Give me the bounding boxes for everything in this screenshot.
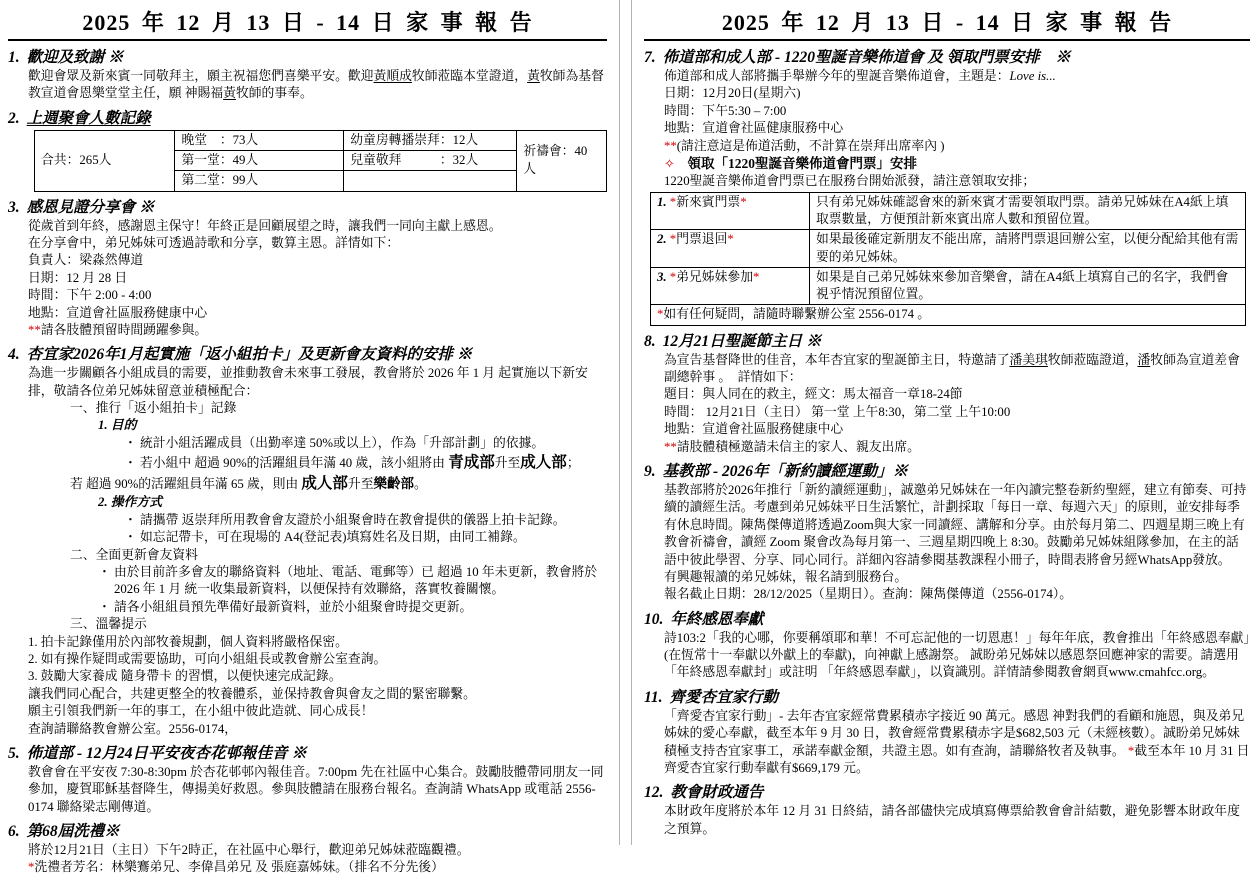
- text-segment: 負責人：梁淼然傳道: [28, 253, 144, 268]
- red-mark: *: [669, 232, 677, 247]
- text-segment: 本財政年度將於本年 12 月 31 日終結，請各部儘快完成填寫傳票給教會會計結數，避免影響本財政年度之預算。: [664, 804, 1240, 836]
- section-title: 歡迎及致謝 ※: [26, 49, 124, 66]
- section: [644, 685, 1250, 778]
- section: [644, 607, 1250, 682]
- paragraph: [124, 529, 607, 546]
- attendance-row: [35, 130, 607, 150]
- text-segment: 二、全面更新會友資料: [70, 547, 198, 562]
- red-mark: **: [664, 138, 677, 153]
- section-number: 4.: [8, 346, 20, 364]
- paragraph: [28, 235, 607, 252]
- paragraph: [28, 270, 607, 287]
- paragraph: [664, 586, 1250, 603]
- section-heading: [8, 45, 607, 67]
- ticket-text-cell: 只有弟兄姊妹確認會來的新來賓才需要領取門票。請弟兄姊妹在A4紙上填取票數量，方便預計新來賓出席人數和預留位置。: [810, 192, 1246, 230]
- text-segment: 報名截止日期：28/12/2025（星期日）。查詢：陳雋傑傳道（2556-0174）。: [664, 587, 1073, 602]
- text-segment: 「齊愛杏宜家行動」- 去年杏宜家經常費累積赤字接近 90 萬元。感恩 神對我們的看顧和施恩，與及弟兄姊妹的愛心奉獻，截至本年 9 月 30 日，教會經常費累積赤字是$682,503 元（未經核數）。誠盼弟兄姊妹積極支持杏宜家事工，承諾奉獻金額，共證主恩。如有查詢，請聯絡牧者及執事。: [664, 708, 1245, 758]
- text-segment: 新來賓門票: [676, 194, 741, 209]
- attendance-service-cell: 晚堂 ：73人: [175, 130, 344, 150]
- red-mark: **: [28, 322, 41, 337]
- paragraph: [664, 352, 1250, 387]
- text-segment: 請各肢體預留時間踴躍參與。: [40, 322, 208, 337]
- section-heading: [8, 342, 607, 364]
- paragraph: [664, 173, 1250, 190]
- text-segment: [675, 157, 688, 171]
- text-segment: 佈道部和成人部將攜手舉辦今年的聖誕音樂佈道會，主題是：: [664, 69, 1010, 83]
- section-title: 感恩見證分享會 ※: [26, 198, 155, 216]
- text-segment: 牧師的事奉。: [235, 86, 313, 101]
- text-segment: 2.: [657, 232, 670, 247]
- paragraph: [664, 569, 1250, 586]
- text-segment: 將於12月21日（主日）下午2時正，在社區中心舉行，歡迎弟兄姊妹蒞臨觀禮。: [28, 843, 470, 858]
- paragraph: [124, 435, 607, 452]
- red-mark: *: [740, 194, 747, 209]
- section-title: 年終感恩奉獻: [670, 610, 764, 628]
- page-left: [0, 0, 620, 875]
- section-title: 齊愛杏宜家行動: [669, 688, 779, 706]
- text-segment: 領取「1220聖誕音樂佈道會門票」安排: [687, 155, 918, 171]
- section-title: 第68屆洗禮※: [26, 823, 120, 841]
- text-segment: 青成部: [448, 454, 495, 472]
- section-number: 1.: [8, 49, 20, 66]
- text-segment: 請肢體積極邀請未信主的家人、親友出席。: [676, 439, 920, 454]
- text-segment: 若 超過 90%的活躍組員年滿 65 歲，則由: [70, 477, 302, 492]
- paragraph: [664, 803, 1250, 838]
- text-segment: (請注意這是佈道活動，不計算在崇拜出席率內 ): [676, 138, 945, 153]
- section-title: 杏宜家2026年1月起實施「返小組拍卡」及更新會友資料的安排 ※: [26, 346, 473, 364]
- paragraph: [28, 365, 607, 400]
- red-mark: *: [669, 194, 677, 209]
- paragraph: [124, 512, 607, 529]
- attendance-children-cell: 幼童房轉播崇拜：12人: [344, 130, 517, 150]
- paragraph: [70, 473, 607, 494]
- text-segment: 時間： 12月21日（主日） 第一堂 上午8:30，第二堂 上午10:00: [664, 404, 1011, 419]
- section-heading: [644, 459, 1250, 481]
- text-segment: 弟兄姊妹參加: [676, 269, 753, 284]
- paragraph: [28, 305, 607, 322]
- text-segment: 地點：宣道會社區服務健康中心: [664, 422, 844, 437]
- title-rule: [644, 39, 1250, 41]
- text-segment: ・ 若小組中 超過 90%的活躍組員年滿 40 歲，該小組將由: [124, 456, 449, 471]
- section-heading: [8, 195, 607, 217]
- text-segment: 升至: [494, 456, 521, 471]
- paragraph: [70, 616, 607, 633]
- attendance-prayer-cell: 祈禱會：40人: [517, 130, 607, 191]
- red-mark: *: [28, 860, 35, 875]
- ticket-text-cell: 如果最後確定新朋友不能出席，請將門票退回辦公室，以便分配給其他有需要的弟兄姊妹。: [810, 230, 1246, 268]
- ticket-label-cell: [651, 192, 810, 230]
- ticket-table: [650, 192, 1246, 326]
- paragraph: [28, 721, 607, 738]
- page-title: 2025 年 12 月 13 日 - 14 日 家 事 報 告: [82, 10, 533, 35]
- section-number: 8.: [644, 332, 656, 350]
- text-segment: Love is...: [1009, 69, 1056, 83]
- paragraph: [28, 703, 607, 720]
- text-segment: 地點：宣道會社區服務健康中心: [28, 305, 208, 320]
- paragraph: [664, 386, 1250, 403]
- section-heading: [644, 45, 1250, 67]
- section-heading: [644, 329, 1250, 351]
- red-mark: *: [727, 232, 734, 247]
- paragraph: [664, 155, 1250, 173]
- ticket-label-cell: [651, 230, 810, 268]
- section-heading: [8, 106, 607, 128]
- section-heading: [644, 780, 1250, 802]
- paragraph: [664, 138, 1250, 155]
- red-mark: ✧: [664, 156, 675, 171]
- left-column-sections: [8, 45, 607, 877]
- ticket-footer-cell: [651, 305, 1246, 325]
- underlined-name: 黃: [527, 69, 540, 83]
- ticket-footer-row: [651, 305, 1246, 325]
- section-number: 12.: [644, 784, 664, 802]
- section-number: 2.: [8, 109, 20, 127]
- paragraph: [98, 599, 607, 616]
- text-segment: 基教部將於2026年推行「新約讀經運動」，誠邀弟兄姊妹在一年內讀完整卷新約聖經，建立有節奏、可持續的讀經生活。考慮到弟兄姊妹平日生活繁忙，計劃採取「每日一章、每週六天」的原則，並安排每季有休息時間。陳雋傑傳道將透過Zoom與大家一同讀經、講解和分享。由於每月第二、四週星期三晚上有教會祈禱會，讀經 Zoom 聚會改為每月第一、三週星期四晚上 8:30。鼓勵弟兄姊妹組隊參加，在主的話語中彼此學習、分享、同心同行。詳細內容請參閱基教課程小冊子，時間表將會另經WhatsApp發放。: [664, 482, 1247, 567]
- text-segment: ・ 統計小組活躍成員（出勤率達 50%或以上），作為「升部計劃」的依據。: [124, 435, 545, 450]
- title-rule: [8, 39, 607, 41]
- text-segment: 讓我們同心配合，共建更整全的牧養體系，並保持教會與會友之間的緊密聯繫。: [28, 686, 476, 701]
- text-segment: 歡迎會眾及新來賓一同敬拜主，願主祝福您們喜樂平安。歡迎: [28, 69, 374, 83]
- paragraph: [664, 85, 1250, 102]
- section: [8, 106, 607, 192]
- paragraph: [664, 439, 1250, 456]
- text-segment: 1220聖誕音樂佈道會門票已在服務台開始派發，請注意領取安排；: [664, 174, 1036, 189]
- section-number: 3.: [8, 198, 20, 216]
- red-mark: *: [752, 269, 760, 284]
- section-title: 佈道部 - 12月24日平安夜杏花邨報佳音 ※: [26, 744, 307, 762]
- paragraph: [664, 120, 1250, 137]
- paragraph: [664, 404, 1250, 421]
- attendance-total-cell: 合共：265人: [35, 130, 175, 191]
- column-gap: [620, 0, 631, 845]
- paragraph: [28, 68, 607, 103]
- text-segment: ・ 請各小組組員預先準備好最新資料，並於小組聚會時提交更新。: [98, 599, 473, 614]
- section: [8, 45, 607, 103]
- red-mark: *: [669, 269, 677, 284]
- attendance-service-cell: 第一堂：49人: [175, 151, 344, 171]
- section-title: 佈道部和成人部 - 1220聖誕音樂佈道會 及 領取門票安排 ※: [662, 49, 1071, 66]
- section-heading: [644, 607, 1250, 629]
- section-title: 上週聚會人數記錄: [26, 109, 151, 127]
- underlined-name: 潘: [1137, 352, 1151, 367]
- text-segment: 1. 拍卡記錄僅用於內部牧養規劃，個人資料將嚴格保密。: [28, 634, 348, 649]
- ticket-row: [651, 267, 1246, 305]
- ticket-label-cell: [651, 267, 810, 305]
- section-number: 9.: [644, 462, 656, 480]
- text-segment: 截至本年 10 月 31 日齊愛杏宜家行動奉獻有$669,179 元。: [664, 743, 1250, 776]
- red-mark: **: [664, 439, 677, 454]
- red-mark: *: [1127, 743, 1135, 758]
- text-segment: 有興趣報讀的弟兄姊妹，報名請到服務台。: [664, 569, 908, 584]
- text-segment: ；: [566, 456, 580, 471]
- attendance-children-cell: 兒童敬拜 ：32人: [344, 151, 517, 171]
- section-heading: [8, 741, 607, 763]
- text-segment: 查詢請聯絡教會辦公室。2556-0174，: [28, 721, 238, 736]
- paragraph: [28, 651, 607, 668]
- paragraph: [28, 252, 607, 269]
- text-segment: 樂齡部: [373, 476, 415, 492]
- section: [8, 342, 607, 738]
- text-segment: 教會會在平安夜 7:30-8:30pm 於杏花邨邨內報佳音。7:00pm 先在社區中心集合。鼓勵肢體帶同朋友一同參加，慶賀耶穌基督降生，傳揚美好救恩。參與肢體請在服務台報名。查詢請 WhatsApp 或電話 2556-0174 聯絡梁志剛傳道。: [28, 764, 604, 814]
- text-segment: 2. 操作方式: [98, 495, 162, 510]
- section: [644, 329, 1250, 456]
- paragraph: [124, 452, 607, 473]
- text-segment: 門票退回: [676, 232, 728, 247]
- section-number: 6.: [8, 823, 20, 841]
- paragraph: [28, 668, 607, 685]
- paragraph: [28, 634, 607, 651]
- underlined-name: 黃順成: [373, 69, 412, 83]
- paragraph: [28, 764, 607, 816]
- ticket-row: [651, 230, 1246, 268]
- text-segment: 時間：下午5:30 – 7:00: [664, 103, 787, 118]
- section: [644, 780, 1250, 838]
- section-number: 11.: [644, 688, 663, 706]
- text-segment: 升至: [347, 477, 374, 492]
- right-column-sections: [644, 45, 1250, 838]
- paragraph: [28, 686, 607, 703]
- text-segment: 牧師為基督教宣道會恩樂堂堂主任，願 神賜福: [28, 69, 604, 101]
- section-heading: [8, 819, 607, 841]
- paragraph: [664, 708, 1250, 778]
- paragraph: [70, 400, 607, 417]
- text-segment: 願主引領我們新一年的事工，在小組中彼此造就、同心成長！: [28, 704, 374, 719]
- page-right: [631, 0, 1260, 845]
- text-segment: 時間：下午 2:00 - 4:00: [28, 288, 152, 303]
- section-title: 教會財政通告: [670, 784, 764, 802]
- ticket-text-cell: 如果是自己弟兄姊妹來參加音樂會，請在A4紙上填寫自己的名字，我們會視乎情況預留位置。: [810, 267, 1246, 305]
- section: [8, 195, 607, 340]
- text-segment: 地點：宣道會社區健康服務中心: [664, 121, 844, 136]
- text-segment: ・ 由於目前許多會友的聯絡資料（地址、電話、電郵等）已 超過 10 年未更新，教會將於 2026 年 1 月 統一收集最新資料，以便保持有效聯絡，落實牧養關懷。: [98, 564, 598, 597]
- text-segment: 牧師為宣道差會副總幹事 。 詳情如下：: [664, 352, 1240, 384]
- paragraph: [664, 421, 1250, 438]
- section-heading: [644, 685, 1250, 707]
- text-segment: 牧師蒞臨證道，: [1047, 352, 1138, 367]
- paragraph: [664, 68, 1250, 85]
- paragraph: [28, 322, 607, 339]
- section-title: 基教部 - 2026年「新約讀經運動」※: [662, 462, 909, 480]
- section-title: 12月21日聖誕節主日 ※: [662, 332, 822, 350]
- text-segment: 詩103:2「我的心哪，你要稱頌耶和華！不可忘記他的一切恩惠！」每年年底，教會推出「年終感恩奉獻」(在恆常十一奉獻以外獻上的奉獻)，向神獻上感謝祭。 誠盼弟兄姊妹以感恩祭回應神家的需要。請選用「年終感恩奉獻封」或註明 「年終感恩奉獻」，以資識別。詳情請參閱教會網頁www.cmahfcc.org。: [664, 630, 1250, 680]
- section: [644, 45, 1250, 326]
- text-segment: 為進一步關顧各小組成員的需要，並推動教會未來事工發展，教會將於 2026 年 1 月 起實施以下新安排，敬請各位弟兄姊妹留意並積極配合：: [28, 366, 588, 398]
- red-mark: *: [657, 307, 664, 322]
- paragraph: [98, 494, 607, 511]
- page-title: 2025 年 12 月 13 日 - 14 日 家 事 報 告: [721, 10, 1173, 35]
- text-segment: 成人部: [301, 475, 348, 493]
- section: [644, 459, 1250, 604]
- section: [8, 741, 607, 816]
- paragraph: [70, 547, 607, 564]
- text-segment: 成人部: [520, 454, 567, 472]
- text-segment: ・ 請攜帶 返崇拜所用教會會友證於小組聚會時在教會提供的儀器上拍卡記錄。: [124, 512, 566, 527]
- text-segment: 一、推行「返小組拍卡」記錄: [70, 401, 237, 416]
- text-segment: 1. 目的: [98, 418, 137, 433]
- paragraph: [28, 218, 607, 235]
- paragraph: [98, 564, 607, 599]
- section-number: 10.: [644, 610, 664, 628]
- text-segment: 三、溫馨提示: [70, 617, 147, 632]
- paragraph: [28, 287, 607, 304]
- text-segment: 為宣告基督降世的佳音，本年杏宜家的聖誕節主日，特邀請了: [664, 352, 1010, 367]
- section-number: 7.: [644, 49, 656, 66]
- attendance-children-cell: [344, 171, 517, 191]
- text-segment: 牧師蒞臨本堂證道，: [411, 69, 528, 83]
- text-segment: 2. 如有操作疑問或需要協助，可向小組組長或教會辦公室查詢。: [28, 651, 387, 666]
- paragraph: [98, 417, 607, 434]
- paragraph: [664, 482, 1250, 569]
- text-segment: 在分享會中，弟兄姊妹可透過詩歌和分享，數算主恩。詳情如下：: [28, 235, 400, 250]
- attendance-table: [34, 130, 607, 192]
- ticket-row: [651, 192, 1246, 230]
- text-segment: 如有任何疑問，請隨時聯繫辦公室 2556-0174 。: [663, 307, 931, 322]
- text-segment: 日期：12 月 28 日: [28, 270, 128, 285]
- section-number: 5.: [8, 744, 20, 762]
- underlined-name: 潘美琪: [1009, 352, 1048, 367]
- underlined-name: 黃: [223, 86, 236, 101]
- paragraph: [28, 859, 607, 876]
- text-segment: 題目：與人同在的救主，經文：馬太福音一章18-24節: [664, 387, 963, 402]
- text-segment: 日期：12月20日(星期六): [664, 86, 801, 101]
- text-segment: 1.: [657, 194, 670, 209]
- section: [8, 819, 607, 877]
- text-segment: 3. 鼓勵大家養成 隨身帶卡 的習慣，以便快速完成記錄。: [28, 669, 342, 684]
- paragraph: [664, 630, 1250, 682]
- paragraph: [664, 103, 1250, 120]
- text-segment: 。: [414, 477, 427, 492]
- attendance-service-cell: 第二堂：99人: [175, 171, 344, 191]
- text-segment: ・ 如忘記帶卡，可在現場的 A4(登記表)填寫姓名及日期，由同工補錄。: [124, 530, 526, 545]
- text-segment: 洗禮者芳名：林樂鶱弟兄、李偉昌弟兄 及 張庭嘉姊妹。（排名不分先後）: [34, 860, 444, 875]
- text-segment: 3.: [657, 269, 670, 284]
- text-segment: 從歲首到年終，感謝恩主保守！年終正是回顧展望之時，讓我們一同向主獻上感恩。: [28, 218, 502, 233]
